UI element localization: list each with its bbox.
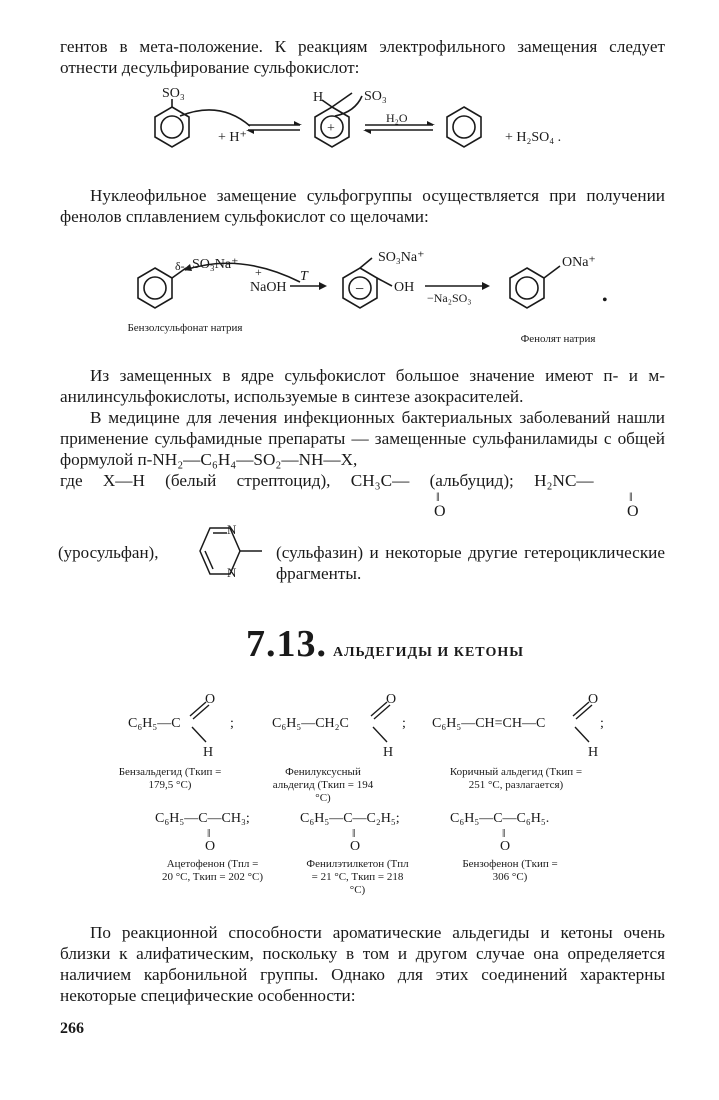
sulfuric-acid-label: + H₂SO₄ . — [505, 130, 562, 145]
hydrogen-label: H — [313, 90, 324, 105]
separator: ; — [402, 716, 406, 731]
sulfonate-label: SO₃Na⁺ — [192, 257, 239, 272]
cinnamaldehyde-formula: C₆H₅—CH=CH—C — [432, 716, 546, 731]
plus-label: + — [255, 265, 262, 279]
page-number: 266 — [60, 1020, 84, 1037]
medicine-paragraph: В медицине для лечения инфекционных бактериальных заболеваний нашли применение сульфамидные препараты — замещенные сульфаниламиды с общей формулой п-NH₂—C₆H₄—SO₂—NH—X, — [60, 408, 665, 469]
separator: ; — [600, 716, 604, 731]
nitrogen-atom: N — [227, 522, 237, 537]
hydrogen-atom: H — [383, 745, 394, 760]
plus-charge: + — [327, 121, 335, 136]
hydrogen-atom: H — [588, 745, 599, 760]
phenylacetaldehyde-formula: C₆H₅—CH₂C — [272, 716, 349, 731]
intermediate-sulfonate-label: SO₃Na⁺ — [378, 250, 425, 265]
hydroxyl-label: OH — [394, 280, 415, 295]
carbonyl-bond: ‖ — [207, 826, 211, 840]
sulfite-label: −Na₂SO₃ — [427, 291, 472, 305]
oxygen-atom: O — [205, 692, 216, 707]
so3-sigma-label: SO₃ — [364, 89, 387, 104]
caption-cinnamaldehyde: Коричный альдегид (Tкип = 251 °C, разлагается) — [449, 766, 583, 791]
oxygen-atom: O — [500, 839, 511, 854]
carbonyl-bond: ‖ — [502, 826, 506, 840]
derivatives-paragraph: Из замещенных в ядре сульфокислот большое значение имеют п- и м-анилинсульфокислоты, используемые в синтезе азокрасителей. — [60, 366, 665, 406]
caption-benzophenone: Бензофенон (Tкип = 306 °C) — [462, 858, 558, 883]
intro-paragraph: гентов в мета-положение. К реакциям электрофильного замещения следует отнести десульфирование сульфокислот: — [60, 37, 665, 77]
oxygen-albucid: O — [434, 503, 446, 520]
phenolate-label: ONa⁺ — [562, 255, 596, 270]
oxygen-atom: O — [588, 692, 599, 707]
temperature-label: T — [300, 269, 308, 284]
benzophenone-formula: C₆H₅—C—C₆H₅. — [450, 811, 550, 826]
urosulfan-label: (уросульфан), — [58, 543, 159, 562]
caption-sodium-benzenesulfonate: Бензолсульфонат натрия — [127, 322, 243, 334]
medicine-continuation: где X—H (белый стрептоцид), CH₃C— (альбуцид); H₂NC— — [60, 471, 594, 490]
section-number: 7.13. — [246, 623, 327, 665]
propiophenone-formula: C₆H₅—C—C₂H₅; — [300, 811, 400, 826]
oxygen-urosulfan: O — [627, 503, 639, 520]
hydrogen-atom: H — [203, 745, 214, 760]
proton-label: + H⁺ — [218, 130, 247, 145]
oxygen-atom: O — [350, 839, 361, 854]
separator: ; — [230, 716, 234, 731]
minus-charge: − — [355, 281, 365, 298]
oxygen-atom: O — [386, 692, 397, 707]
caption-propiophenone: Фенилэтилкетон (Tпл = 21 °C, Tкип = 218 °C) — [306, 858, 409, 896]
sulfazin-text: (сульфазин) и некоторые другие гетероциклические фрагменты. — [276, 543, 665, 583]
carbonyl-bond: ‖ — [436, 489, 440, 504]
carbonyl-bond: ‖ — [352, 826, 356, 840]
acetophenone-formula: C₆H₅—C—CH₃; — [155, 811, 250, 826]
so3-label: SO₃ — [162, 86, 185, 101]
caption-phenylacetaldehyde: Фенилуксусный альдегид (Tкип = 194 °C) — [272, 766, 374, 804]
oxygen-atom: O — [205, 839, 216, 854]
delta-label: δ- — [175, 259, 185, 273]
nucleophilic-paragraph: Нуклеофильное замещение сульфогруппы осуществляется при получении фенолов сплавлением сульфокислот со щелочами: — [60, 186, 665, 226]
caption-sodium-phenolate: Фенолят натрия — [520, 333, 596, 345]
carbonyl-bond: ‖ — [629, 489, 633, 504]
benzaldehyde-formula: C₆H₅—C — [128, 716, 181, 731]
nitrogen-atom: N — [227, 565, 237, 580]
end-dot: • — [602, 292, 608, 309]
caption-benzaldehyde: Бензальдегид (Tкип = 179,5 °C) — [118, 766, 222, 791]
closing-paragraph: По реакционной способности ароматические альдегиды и кетоны очень близки к алифатическим, поскольку в том и другом случае она определяется наличием карбонильной группы. Однако для этих соединений характерны некоторые специфические особенности: — [60, 923, 665, 1005]
caption-acetophenone: Ацетофенон (Tпл = 20 °C, Tкип = 202 °C) — [162, 858, 263, 883]
section-title: АЛЬДЕГИДЫ И КЕТОНЫ — [333, 645, 524, 660]
naoh-label: NaOH — [250, 280, 287, 295]
water-label: H₂O — [386, 111, 408, 125]
